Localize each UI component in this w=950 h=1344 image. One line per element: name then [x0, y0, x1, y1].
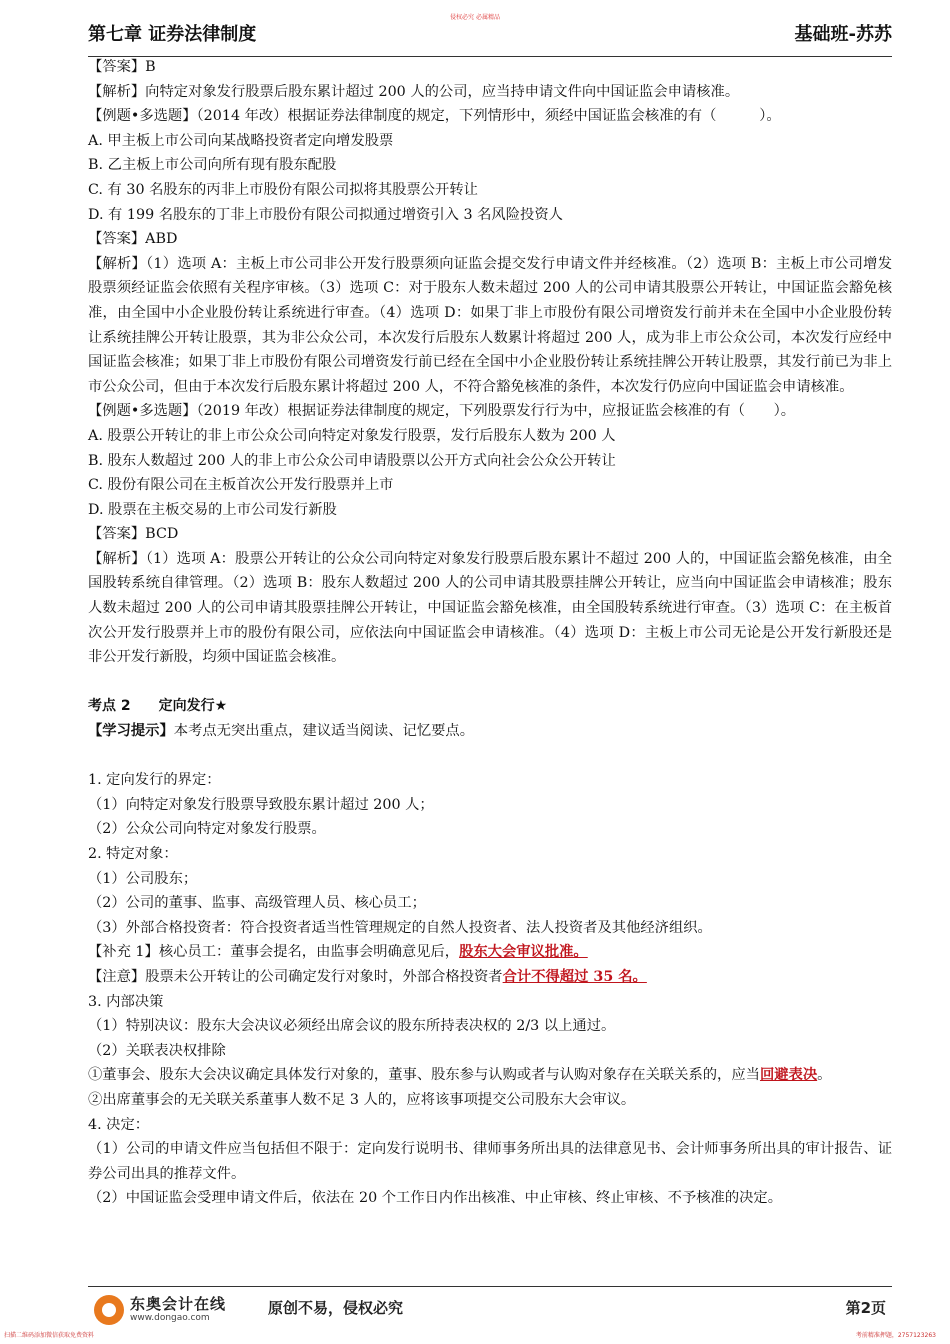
body-line: （2）关联表决权排除 [88, 1042, 226, 1059]
page-header [88, 14, 892, 57]
section-heading: 考点 2 定向发行★ [88, 698, 228, 715]
body-line: （2）公司的董事、监事、高级管理人员、核心员工； [88, 895, 426, 912]
body-line: （1）公司的申请文件应当包括但不限于：定向发行说明书、律师事务所出具的法律意见书、会计师事务所出具的审计报告、证券公司出具的推荐文件。 [88, 1141, 892, 1182]
bottom-right-note: 考前精准押题，2757123263 [855, 1332, 936, 1339]
slogan: 原创不易，侵权必究 [268, 1299, 404, 1317]
body-line: （3）外部合格投资者：符合投资者适当性管理规定的自然人投资者、法人投资者及其他经济组织。 [88, 919, 712, 936]
body-line: （2）公众公司向特定对象发行股票。 [88, 821, 326, 838]
answer-3: 【答案】BCD [88, 526, 179, 543]
related-party-rule: ①董事会、股东大会决议确定具体发行对象的，董事、股东参与认购或者与认购对象存在关联关系的，应当回避表决。 [88, 1067, 832, 1084]
logo-icon [94, 1295, 124, 1325]
option-b: B. 乙主板上市公司向所有现有股东配股 [88, 157, 337, 174]
supplement-note: 【补充 1】核心员工：董事会提名，由监事会明确意见后，股东大会审议批准。 [88, 944, 588, 961]
body-line: （1）特别决议：股东大会决议必须经出席会议的股东所持表决权的 2/3 以上通过。 [88, 1018, 616, 1035]
option-b-2: B. 股东人数超过 200 人的非上市公众公司申请股票以公开方式向社会公众公开转让 [88, 452, 616, 469]
attention-note: 【注意】股票未公开转让的公司确定发行对象时，外部合格投资者合计不得超过 35 名。 [88, 968, 647, 985]
chapter-title: 第七章 证券法律制度 [88, 24, 257, 45]
bottom-left-note: 扫描二维码添加微信获取免费资料 [4, 1332, 95, 1339]
analysis-3: 【解析】（1）选项 A：股票公开转让的公众公司向特定对象发行股票后股东累计不超过 200 人的，中国证监会豁免核准，由全国股转系统自律管理。（2）选项 B：股东人数超过 200 人的公司申请其股票挂牌公开转让，应当向中国证监会申请核准；股东人数未超过 200 人的公司申请其股票挂牌公开转让，中国证监会豁免核准，由全国股转系统进行审查。（3）选项 C：在主板首次公开发行股票并上市的股份有限公司，应依法向中国证监会申请核准。（4）选项 D：主板上市公司无论是公开发行新股还是非公开发行新股，均须中国证监会核准。 [88, 550, 892, 666]
question-2014: 【例题•多选题】（2014 年改）根据证券法律制度的规定，下列情形中，须经中国证监会核准的有（ ）。 [88, 108, 781, 125]
option-a-2: A. 股票公开转让的非上市公众公司向特定对象发行股票，发行后股东人数为 200 人 [88, 427, 616, 444]
logo-name: 东奥会计在线 [130, 1295, 227, 1313]
document-body [88, 55, 892, 1211]
option-d-2: D. 股票在主板交易的上市公司发行新股 [88, 501, 337, 518]
body-line: 4. 决定： [88, 1116, 150, 1133]
body-line: ②出席董事会的无关联关系董事人数不足 3 人的，应将该事项提交公司股东大会审议。 [88, 1091, 636, 1108]
course-name: 基础班-苏苏 [794, 24, 892, 45]
option-c-2: C. 股份有限公司在主板首次公开发行股票并上市 [88, 477, 394, 494]
body-line: （2）中国证监会受理申请文件后，依法在 20 个工作日内作出核准、中止审核、终止审核、不予核准的决定。 [88, 1190, 783, 1207]
study-tip: 【学习提示】本考点无突出重点，建议适当阅读、记忆要点。 [88, 723, 475, 740]
page-footer [88, 1286, 892, 1331]
body-line: （1）向特定对象发行股票导致股东累计超过 200 人； [88, 796, 434, 813]
answer-2: 【答案】ABD [88, 231, 178, 248]
option-c: C. 有 30 名股东的丙非上市股份有限公司拟将其股票公开转让 [88, 181, 478, 198]
body-line: （1）公司股东； [88, 870, 198, 887]
top-stamp: 侵权必究 必属精品 [450, 14, 500, 21]
body-line: 3. 内部决策 [88, 993, 164, 1010]
answer-1: 【答案】B [88, 59, 156, 75]
logo-url: www.dongao.com [130, 1313, 210, 1323]
analysis-1: 【解析】向特定对象发行股票后股东累计超过 200 人的公司，应当持申请文件向中国证监会申请核准。 [88, 83, 740, 100]
dongao-logo [94, 1289, 244, 1329]
option-a: A. 甲主板上市公司向某战略投资者定向增发股票 [88, 132, 394, 149]
page-number: 第2页 [845, 1299, 886, 1317]
body-line: 2. 特定对象： [88, 846, 178, 862]
analysis-2: 【解析】（1）选项 A：主板上市公司非公开发行股票须向证监会提交发行申请文件并经核准。（2）选项 B：主板上市公司增发股票须经证监会依照有关程序审核。（3）选项 C：对于股东人数未超过 200 人的公司申请其股票公开转让，中国证监会豁免核准，由全国中小企业股份转让系统进行审查。（4）选项 D：如果丁非上市股份有限公司增资发行前并未在全国中小企业股份转让系统挂牌公开转让股票，其为非公众公司，本次发行后股东人数累计将超过 200 人，成为非上市公众公司，本次发行应经中国证监会核准；如果丁非上市股份有限公司增资发行前已经在全国中小企业股份转让系统挂牌公开转让股票，其发行前已为非上市公众公司，但由于本次发行后股东累计将超过 200 人，不符合豁免核准的条件，本次发行仍应向中国证监会申请核准。 [88, 255, 892, 395]
question-2019: 【例题•多选题】（2019 年改）根据证券法律制度的规定，下列股票发行行为中，应报证监会核准的有（ ）。 [88, 403, 796, 420]
option-d: D. 有 199 名股东的丁非上市股份有限公司拟通过增资引入 3 名风险投资人 [88, 206, 563, 223]
body-line: 1. 定向发行的界定： [88, 772, 221, 789]
